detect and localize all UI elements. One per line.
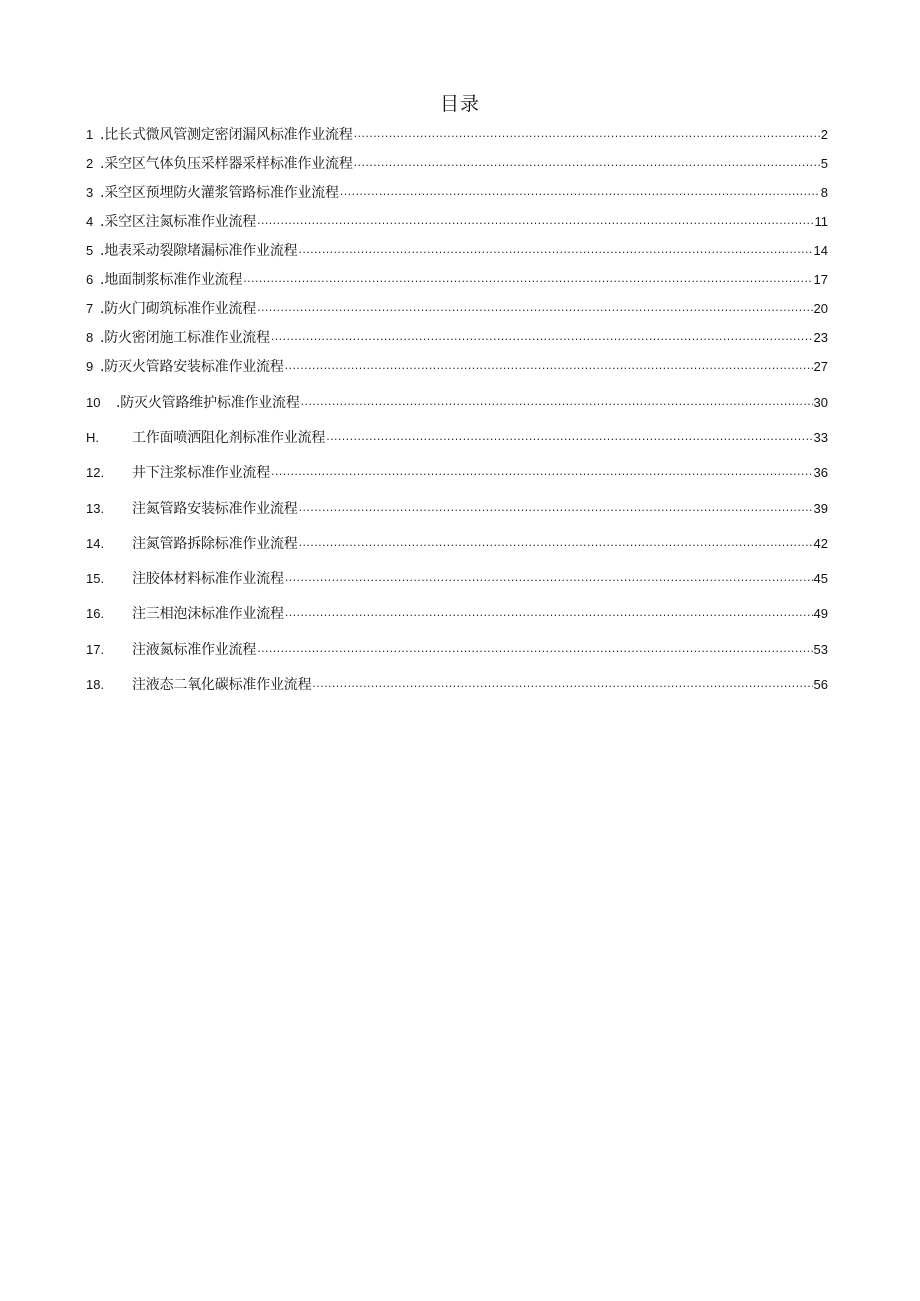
dot-leader: [301, 393, 813, 407]
toc-entry[interactable]: [86, 269, 828, 289]
dot-leader: [285, 604, 813, 618]
toc-entry-page: 5: [820, 156, 828, 171]
toc-entry-number: 12.: [86, 465, 105, 480]
toc-entry-label: .防火门砌筑标准作业流程: [100, 301, 257, 317]
dot-leader: [257, 640, 812, 654]
toc-entry-label: .采空区注氮标准作业流程: [100, 214, 257, 230]
toc-entry[interactable]: [86, 211, 828, 231]
toc-entry-label: .防火密闭施工标准作业流程: [100, 330, 270, 346]
toc-entry-number: 16.: [86, 606, 105, 621]
toc-entry-number: 18.: [86, 677, 105, 692]
dot-leader: [299, 534, 813, 548]
toc-entry[interactable]: [86, 427, 828, 447]
toc-entry-page: 45: [813, 571, 828, 586]
toc-entry-number: 10: [86, 395, 101, 410]
toc-entry-number: 4: [86, 214, 94, 229]
toc-entry[interactable]: [86, 153, 828, 173]
toc-entry-label: 井下注浆标准作业流程: [132, 465, 270, 481]
toc-entry-page: 39: [813, 501, 828, 516]
toc-entry-page: 56: [813, 677, 828, 692]
toc-entry-label: 工作面喷洒阻化剂标准作业流程: [132, 430, 326, 446]
dot-leader: [326, 428, 812, 442]
dot-leader: [340, 183, 820, 197]
dot-leader: [243, 270, 812, 284]
toc-entry-page: 20: [813, 301, 828, 316]
toc-entry-page: 11: [814, 214, 828, 229]
toc-entry[interactable]: [86, 674, 828, 694]
toc-entry-label: 注氮管路安装标准作业流程: [132, 501, 298, 517]
toc-entry-number: 14.: [86, 536, 105, 551]
toc-entry-label: .地面制浆标准作业流程: [100, 272, 243, 288]
toc-entry[interactable]: [86, 182, 828, 202]
toc-entry-label: 注液态二氧化碳标准作业流程: [132, 677, 312, 693]
toc-entry-number: 13.: [86, 501, 105, 516]
toc-entry-number: 7: [86, 301, 94, 316]
toc-entry-number: 3: [86, 185, 94, 200]
toc-entry[interactable]: [86, 327, 828, 347]
toc-entry[interactable]: [86, 124, 828, 144]
toc-entry-label: .防灭火管路安装标准作业流程: [100, 359, 284, 375]
toc-entry-page: 53: [813, 642, 828, 657]
toc-entry-page: 36: [813, 465, 828, 480]
dot-leader: [285, 357, 813, 371]
toc-entry-label: .地表采动裂隙堵漏标准作业流程: [100, 243, 298, 259]
toc-entry-number: 8: [86, 330, 94, 345]
dot-leader: [299, 499, 813, 513]
toc-entry-page: 2: [820, 127, 828, 142]
dot-leader: [285, 569, 813, 583]
toc-entry[interactable]: [86, 462, 828, 482]
toc-entry-label: .采空区预埋防火灌浆管路标准作业流程: [100, 185, 339, 201]
toc-entry[interactable]: [86, 533, 828, 553]
toc-entry[interactable]: [86, 356, 828, 376]
toc-entry-page: 14: [813, 243, 828, 258]
toc-entry-number: 9: [86, 359, 94, 374]
toc-entry-page: 8: [820, 185, 828, 200]
dot-leader: [271, 463, 813, 477]
toc-entry-page: 17: [813, 272, 828, 287]
toc-entry-label: 注三相泡沫标准作业流程: [132, 606, 284, 622]
toc-entry[interactable]: [86, 498, 828, 518]
toc-entry-number: 17.: [86, 642, 105, 657]
dot-leader: [354, 125, 820, 139]
toc-entry-number: 2: [86, 156, 94, 171]
toc-entry[interactable]: [86, 240, 828, 260]
toc-entry-label: 注液氮标准作业流程: [132, 642, 257, 658]
toc-entry-label: 注氮管路拆除标准作业流程: [132, 536, 298, 552]
toc-entry-label: .比长式微风管测定密闭漏风标准作业流程: [100, 127, 353, 143]
toc-entry-number: H.: [86, 430, 99, 445]
toc-entry-number: 5: [86, 243, 94, 258]
toc-entry-page: 23: [813, 330, 828, 345]
dot-leader: [257, 212, 813, 226]
dot-leader: [257, 299, 812, 313]
toc-entry-number: 15.: [86, 571, 105, 586]
toc-entry-label: .采空区气体负压采样器采样标准作业流程: [100, 156, 353, 172]
toc-entry-page: 27: [813, 359, 828, 374]
toc-entry-page: 49: [813, 606, 828, 621]
toc-entry[interactable]: [86, 639, 828, 659]
toc-entry-label: .防灭火管路维护标准作业流程: [116, 395, 300, 411]
toc-entry[interactable]: [86, 392, 828, 412]
page-title: 目录: [439, 93, 480, 115]
toc-entry-page: 30: [813, 395, 828, 410]
toc-entry[interactable]: [86, 568, 828, 588]
toc-entry[interactable]: [86, 603, 828, 623]
dot-leader: [298, 241, 812, 255]
toc-entry-page: 42: [813, 536, 828, 551]
dot-leader: [354, 154, 820, 168]
dot-leader: [312, 675, 812, 689]
dot-leader: [271, 328, 813, 342]
toc-entry-number: 1: [86, 127, 94, 142]
toc-entry-number: 6: [86, 272, 94, 287]
toc-entry[interactable]: [86, 298, 828, 318]
toc-entry-page: 33: [813, 430, 828, 445]
toc-entry-label: 注胶体材料标准作业流程: [132, 571, 284, 587]
